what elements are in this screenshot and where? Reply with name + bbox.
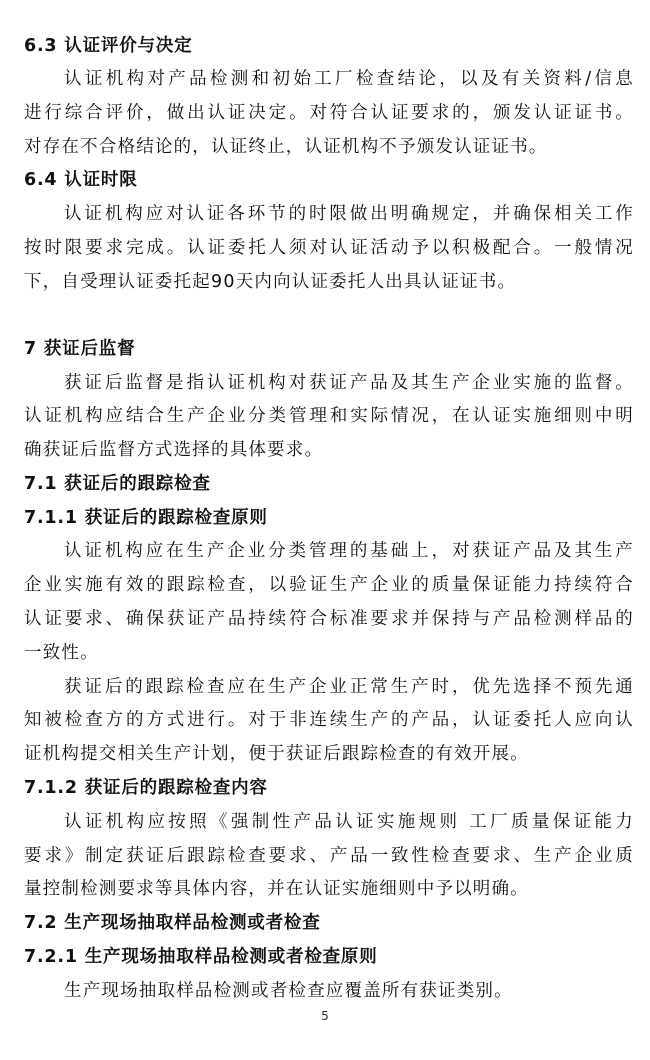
paragraph-line: 量控制检测要求等具体内容，并在认证实施细则中予以明确。: [24, 879, 529, 899]
paragraph-line: 认证要求、确保获证产品持续符合标准要求并保持与产品检测样品的: [24, 609, 634, 629]
heading-7-1: 7.1 获证后的跟踪检查: [24, 474, 211, 494]
page-number: 5: [321, 1009, 329, 1023]
heading-6-4: 6.4 认证时限: [24, 170, 138, 190]
paragraph-line: 认证机构对产品检测和初始工厂检查结论，以及有关资料/信息: [64, 69, 634, 89]
heading-7-2: 7.2 生产现场抽取样品检测或者检查: [24, 913, 321, 933]
paragraph-line: 生产现场抽取样品检测或者检查应覆盖所有获证类别。: [64, 981, 513, 1001]
heading-7-1-1: 7.1.1 获证后的跟踪检查原则: [24, 508, 268, 528]
heading-6-3: 6.3 认证评价与决定: [24, 36, 193, 56]
paragraph-line: 进行综合评价，做出认证决定。对符合认证要求的，颁发认证证书。: [24, 103, 634, 123]
paragraph-line: 认证机构应对认证各环节的时限做出明确规定，并确保相关工作: [64, 204, 634, 224]
heading-7: 7 获证后监督: [24, 339, 136, 359]
paragraph-line: 确获证后监督方式选择的具体要求。: [24, 440, 324, 460]
paragraph-line: 认证机构应按照《强制性产品认证实施规则 工厂质量保证能力: [64, 812, 634, 832]
paragraph-line: 按时限要求完成。认证委托人须对认证活动予以积极配合。一般情况: [24, 238, 634, 258]
paragraph-line: 对存在不合格结论的，认证终止，认证机构不予颁发认证证书。: [24, 137, 548, 157]
paragraph-line: 一致性。: [24, 643, 99, 663]
heading-7-1-2: 7.1.2 获证后的跟踪检查内容: [24, 778, 268, 798]
heading-7-2-1: 7.2.1 生产现场抽取样品检测或者检查原则: [24, 947, 378, 967]
paragraph-line: 下，自受理认证委托起90天内向认证委托人出具认证证书。: [24, 272, 517, 292]
paragraph-line: 获证后的跟踪检查应在生产企业正常生产时，优先选择不预先通: [64, 677, 634, 697]
paragraph-line: 认证机构应结合生产企业分类管理和实际情况，在认证实施细则中明: [24, 406, 634, 426]
paragraph-line: 证机构提交相关生产计划，便于获证后跟踪检查的有效开展。: [24, 744, 529, 764]
paragraph-line: 获证后监督是指认证机构对获证产品及其生产企业实施的监督。: [64, 373, 634, 393]
paragraph-line: 知被检查方的方式进行。对于非连续生产的产品，认证委托人应向认: [24, 710, 634, 730]
paragraph-line: 要求》制定获证后跟踪检查要求、产品一致性检查要求、生产企业质: [24, 846, 634, 866]
paragraph-line: 企业实施有效的跟踪检查，以验证生产企业的质量保证能力持续符合: [24, 575, 634, 595]
paragraph-line: 认证机构应在生产企业分类管理的基础上，对获证产品及其生产: [64, 541, 634, 561]
